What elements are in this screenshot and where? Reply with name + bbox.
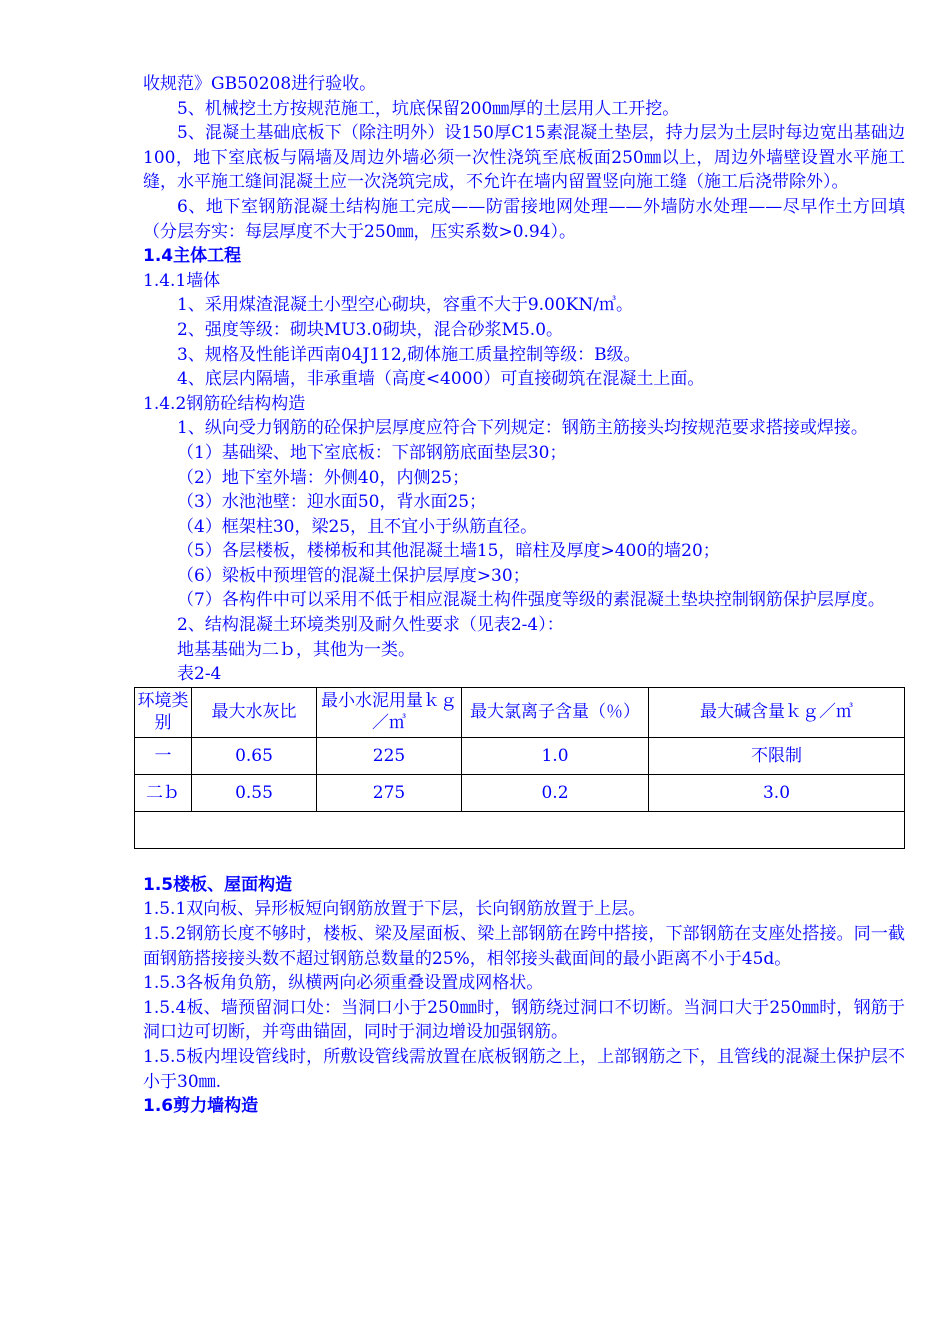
- env-note: 地基基础为二ｂ，其他为一类。: [177, 639, 415, 660]
- section-title-1-6: 1.6剪力墙构造: [143, 1096, 259, 1117]
- paragraph-backfill: 6、地下室钢筋混凝土结构施工完成——防雷接地网处理——外墙防水处理——尽早作土方回填（分层夯实：每层厚度不大于250㎜，压实系数>0.94）。: [143, 196, 905, 242]
- section-title-1-4: 1.4主体工程: [143, 246, 242, 267]
- env-intro: 2、结构混凝土环境类别及耐久性要求（见表2-4）：: [177, 615, 564, 636]
- slab-item: 1.5.3各板角负筋，纵横两向必须重叠设置成网格状。: [143, 973, 544, 994]
- spacer: [143, 849, 905, 873]
- rebar-intro: 1、纵向受力钢筋的砼保护层厚度应符合下列规定：钢筋主筋接头均按规范要求搭接或焊接。: [177, 418, 868, 439]
- wall-item: 4、底层内隔墙，非承重墙（高度<4000）可直接砌筑在混凝土上面。: [177, 369, 705, 390]
- table-cell: 一: [135, 737, 192, 774]
- table-row: [135, 737, 905, 774]
- table-cell: 不限制: [649, 737, 905, 774]
- cover-item: （1）基础梁、地下室底板：下部钢筋底面垫层30；: [177, 442, 567, 463]
- table-cell: 3.0: [649, 774, 905, 811]
- cover-item: （6）梁板中预埋管的混凝土保护层厚度>30；: [177, 565, 530, 586]
- header-cell: 最大碱含量ｋｇ／㎥: [649, 687, 905, 737]
- table-empty-row: [135, 811, 905, 848]
- table-cell: 0.2: [462, 774, 649, 811]
- table-cell: 0.65: [192, 737, 317, 774]
- table-cell: 1.0: [462, 737, 649, 774]
- header-cell: 最大水灰比: [192, 687, 317, 737]
- wall-item: 2、强度等级：砌块MU3.0砌块，混合砂浆M5.0。: [177, 319, 564, 340]
- table-empty-cell: [135, 811, 905, 848]
- table-caption: 表2-4: [177, 664, 222, 685]
- subsection-title-1-4-2: 1.4.2钢筋砼结构构造: [143, 393, 306, 414]
- durability-table: [134, 687, 905, 849]
- document-page: [137, 72, 905, 1119]
- table-cell: 225: [317, 737, 462, 774]
- slab-item: 1.5.2钢筋长度不够时，楼板、梁及屋面板、梁上部钢筋在跨中搭接，下部钢筋在支座处搭接。同一截面钢筋搭接接头数不超过钢筋总数量的25%，相邻接头截面间的最小距离不小于45d。: [143, 924, 905, 969]
- table-header-row: [135, 687, 905, 737]
- paragraph-acceptance: 收规范》GB50208进行验收。: [143, 74, 377, 94]
- cover-item: （2）地下室外墙：外侧40，内侧25；: [177, 467, 470, 488]
- cover-item: （4）框架柱30，梁25，且不宜小于纵筋直径。: [177, 516, 538, 537]
- slab-item: 1.5.5板内埋设管线时，所敷设管线需放置在底板钢筋之上，上部钢筋之下，且管线的混凝土保护层不小于30㎜.: [143, 1047, 905, 1092]
- cover-item: （7）各构件中可以采用不低于相应混凝土构件强度等级的素混凝土垫块控制钢筋保护层厚度。: [177, 590, 885, 611]
- header-cell: 最小水泥用量ｋｇ／㎥: [317, 687, 462, 737]
- wall-item: 1、采用煤渣混凝土小型空心砌块，容重不大于9.00KN/㎥。: [177, 295, 633, 316]
- table-row: [135, 774, 905, 811]
- subsection-title-1-4-1: 1.4.1墙体: [143, 270, 221, 291]
- cover-item: （5）各层楼板，楼梯板和其他混凝土墙15，暗柱及厚度>400的墙20；: [177, 541, 720, 562]
- paragraph-excavation: 5、机械挖土方按规范施工，坑底保留200㎜厚的土层用人工开挖。: [177, 98, 680, 119]
- header-cell: 环境类别: [135, 687, 192, 737]
- table-cell: 0.55: [192, 774, 317, 811]
- slab-item: 1.5.1双向板、异形板短向钢筋放置于下层，长向钢筋放置于上层。: [143, 899, 646, 920]
- table-cell: 二ｂ: [135, 774, 192, 811]
- table-cell: 275: [317, 774, 462, 811]
- header-cell: 最大氯离子含量（％）: [462, 687, 649, 737]
- section-title-1-5: 1.5楼板、屋面构造: [143, 874, 293, 895]
- paragraph-foundation-slab: 5、混凝土基础底板下（除注明外）设150厚C15素混凝土垫层，持力层为土层时每边宽出基础边100，地下室底板与隔墙及周边外墙必须一次性浇筑至底板面250㎜以上，周边外墙壁设置水平施工缝，水平施工缝间混凝土应一次浇筑完成，不允许在墙内留置竖向施工缝（施工后浇带除外）。: [143, 123, 905, 193]
- wall-item: 3、规格及性能详西南04J112,砌体施工质量控制等级：B级。: [177, 344, 641, 365]
- slab-item: 1.5.4板、墙预留洞口处：当洞口小于250㎜时，钢筋绕过洞口不切断。当洞口大于250㎜时，钢筋于洞口边可切断，并弯曲锚固，同时于洞边增设加强钢筋。: [143, 997, 905, 1043]
- cover-item: （3）水池池壁：迎水面50，背水面25；: [177, 492, 487, 513]
